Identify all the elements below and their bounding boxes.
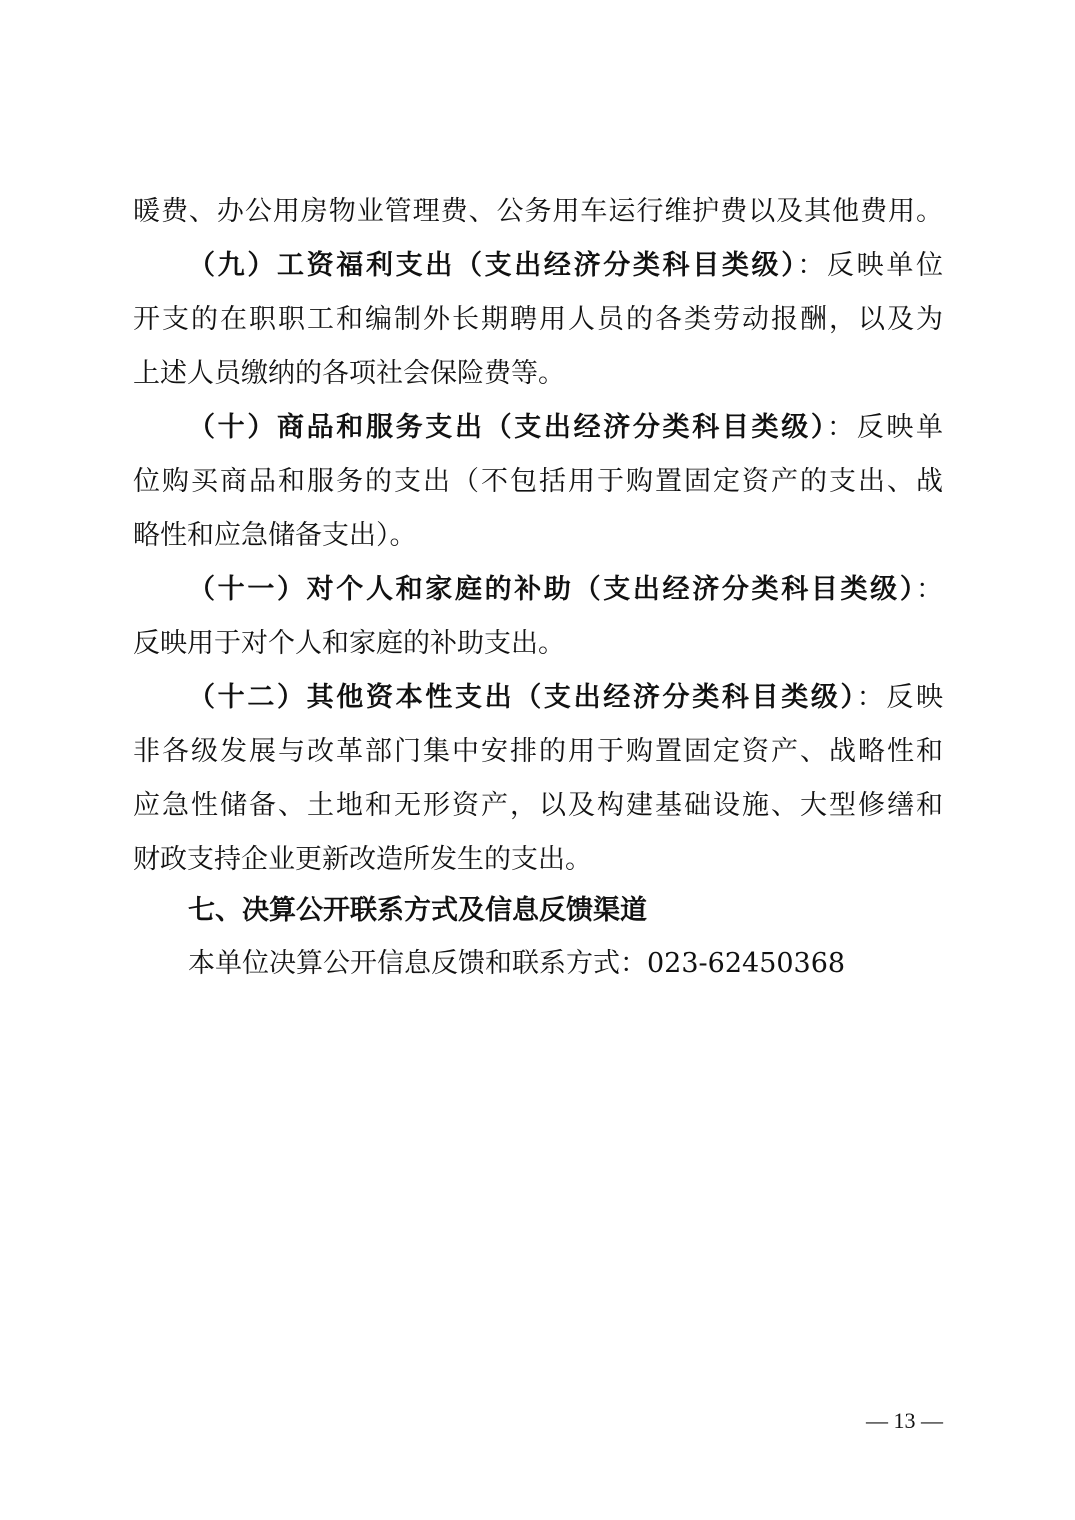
body-line: 略性和应急储备支出）。 <box>133 520 417 551</box>
body-line: 应急性储备、土地和无形资产，以及构建基础设施、大型修缮和 <box>133 790 943 821</box>
body-line: 非各级发展与改革部门集中安排的用于购置固定资产、战略性和 <box>133 736 943 767</box>
item-text: ：反映单位 <box>797 250 943 281</box>
item-heading-12 <box>188 671 943 725</box>
contact-line: 本单位决算公开信息反馈和联系方式：023-62450368 <box>188 948 846 979</box>
body-line: 上述人员缴纳的各项社会保险费等。 <box>133 358 565 389</box>
item-title: （十）商品和服务支出（支出经济分类科目类级） <box>188 412 828 443</box>
item-heading-9 <box>188 239 943 293</box>
page-number: — 13 — <box>866 1408 943 1433</box>
body-line: 位购买商品和服务的支出（不包括用于购置固定资产的支出、战 <box>133 466 943 497</box>
item-text: ：反映单 <box>827 412 944 443</box>
item-title: （十一）对个人和家庭的补助（支出经济分类科目类级） <box>188 574 916 605</box>
item-title: （九）工资福利支出（支出经济分类科目类级） <box>188 250 798 281</box>
item-text: ： <box>916 574 943 605</box>
item-heading-11 <box>188 563 943 617</box>
body-line: 开支的在职职工和编制外长期聘用人员的各类劳动报酬，以及为 <box>133 304 943 335</box>
body-line: 暖费、办公用房物业管理费、公务用车运行维护费以及其他费用。 <box>133 196 943 227</box>
section-heading: 七、决算公开联系方式及信息反馈渠道 <box>188 895 647 926</box>
body-line: 反映用于对个人和家庭的补助支出。 <box>133 628 565 659</box>
item-title: （十二）其他资本性支出（支出经济分类科目类级） <box>188 682 857 713</box>
item-text: ：反映 <box>856 682 944 713</box>
body-line: 财政支持企业更新改造所发生的支出。 <box>133 844 592 875</box>
item-heading-10 <box>188 401 943 455</box>
